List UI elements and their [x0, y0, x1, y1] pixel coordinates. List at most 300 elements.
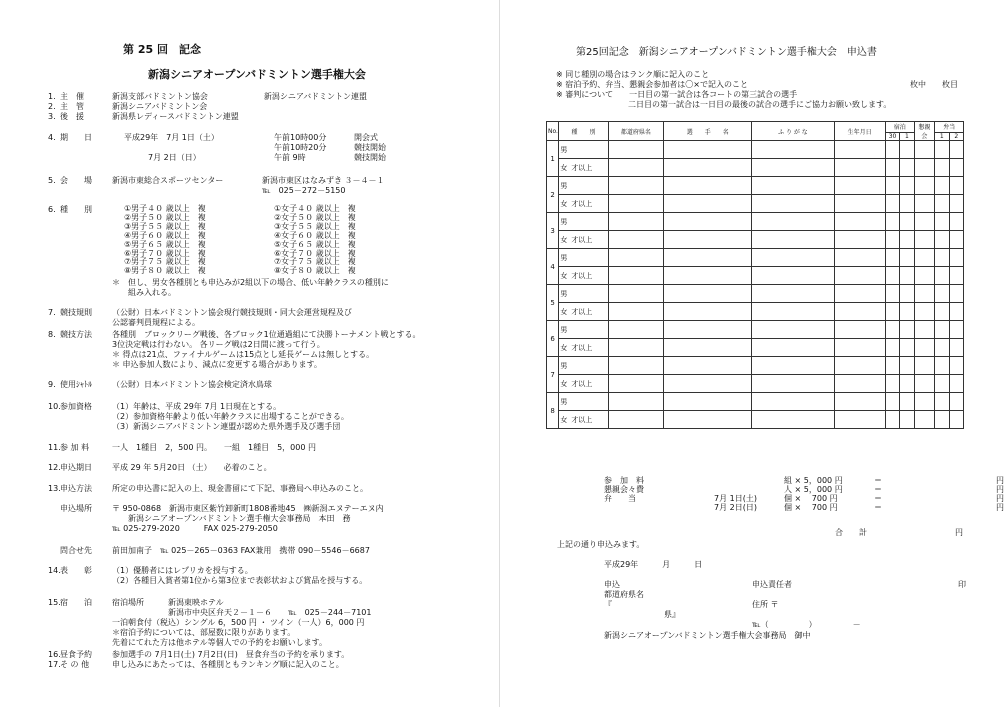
- col-prefecture: 都道府県名: [608, 122, 663, 141]
- entry-cell[interactable]: [914, 195, 935, 213]
- entry-cell[interactable]: [885, 411, 899, 429]
- entry-cell[interactable]: [885, 159, 899, 177]
- entry-cell[interactable]: [608, 285, 663, 303]
- fee-date: 7月 1日(土): [714, 494, 757, 503]
- entry-cell[interactable]: [900, 411, 914, 429]
- entry-cell[interactable]: [885, 375, 899, 393]
- entry-cell[interactable]: [752, 249, 834, 267]
- entry-cell[interactable]: [914, 375, 935, 393]
- entry-cell[interactable]: [900, 357, 914, 375]
- entry-no: 4: [547, 249, 559, 285]
- section-label: 会 場: [60, 176, 92, 185]
- entry-cell[interactable]: [949, 285, 963, 303]
- age-suffix: 才以上: [571, 199, 593, 208]
- event-item: ②女子５０ 歳以上 複: [274, 212, 356, 222]
- section-label: 申込場所: [60, 504, 92, 513]
- entry-cell[interactable]: [935, 249, 949, 267]
- female-label: 女: [560, 415, 568, 424]
- org-section: [48, 92, 367, 122]
- section-content: ＊ 申込参加人数により、減点に変更する場合があります。: [112, 360, 322, 369]
- venue-name: 新潟市東総合スポーツセンター: [112, 176, 224, 185]
- section-num: 1.: [48, 92, 56, 101]
- entry-cell[interactable]: [949, 267, 963, 285]
- entry-cell[interactable]: [935, 375, 949, 393]
- schedule-cell: 競技開始: [354, 153, 386, 162]
- venue-section: [48, 176, 385, 196]
- category-female: [559, 267, 608, 285]
- period-section: [48, 133, 112, 143]
- fee-formula: 人 × 5，000 円: [784, 485, 843, 494]
- entry-cell[interactable]: [935, 357, 949, 375]
- entry-cell[interactable]: [935, 267, 949, 285]
- col-lunch-2: 2: [949, 132, 963, 140]
- entry-no: 2: [547, 177, 559, 213]
- lodging-section: [48, 598, 372, 648]
- section-content: 一泊朝食付（税込）シングル 6，500 円 ・ ツイン（一人）6，000 円: [112, 618, 365, 627]
- col-lodging: 宿泊: [885, 122, 914, 133]
- entry-cell[interactable]: [664, 375, 752, 393]
- entry-cell[interactable]: [949, 303, 963, 321]
- section-content: 〒 950-0868 新潟市東区紫竹卸新町1808番地45 ㈱新潟エヌテーエヌ内: [112, 504, 384, 513]
- event-item: ⑦男子７５ 歳以上 複: [124, 257, 206, 267]
- entry-cell[interactable]: [664, 195, 752, 213]
- entry-cell[interactable]: [900, 249, 914, 267]
- entry-cell[interactable]: [900, 393, 914, 411]
- category-female: [559, 375, 608, 393]
- entry-cell[interactable]: [608, 357, 663, 375]
- sheet-counter: 枚中 枚目: [910, 80, 958, 89]
- entry-cell[interactable]: [935, 393, 949, 411]
- entry-cell[interactable]: [664, 213, 752, 231]
- entry-cell[interactable]: [914, 141, 935, 159]
- section-num: 4.: [48, 133, 56, 142]
- entry-row-female: [547, 195, 964, 213]
- category-male: 男: [559, 249, 608, 267]
- address-label: 住所 〒: [752, 600, 779, 609]
- entry-row-male: [547, 177, 964, 195]
- entry-row-female: [547, 339, 964, 357]
- section-label: 申込期日: [60, 463, 92, 472]
- section-content: 所定の申込書に記入の上、現金書留にて下記、事務局へ申込みのこと。: [112, 484, 368, 493]
- entry-cell[interactable]: [914, 249, 935, 267]
- form-note-4: 二日目の第一試合は一日目の最後の試合の選手にご協力お願い致します。: [556, 100, 892, 109]
- entry-cell[interactable]: [885, 177, 899, 195]
- entry-cell[interactable]: [900, 285, 914, 303]
- entry-cell[interactable]: [834, 267, 885, 285]
- section-content: 先着にてれた方は他ホテル等個人での予約をお願いします。: [112, 638, 327, 647]
- entry-cell[interactable]: [900, 177, 914, 195]
- entry-cell[interactable]: [935, 303, 949, 321]
- entry-cell[interactable]: [935, 213, 949, 231]
- entry-cell[interactable]: [914, 159, 935, 177]
- entry-cell[interactable]: [949, 321, 963, 339]
- age-suffix: 才以上: [571, 163, 593, 172]
- entry-cell[interactable]: [664, 303, 752, 321]
- entry-cell[interactable]: [935, 159, 949, 177]
- shuttle-section: [48, 380, 272, 390]
- entry-cell[interactable]: [664, 177, 752, 195]
- entry-cell[interactable]: [885, 249, 899, 267]
- entry-cell[interactable]: [949, 141, 963, 159]
- section-num: 17.: [48, 660, 61, 669]
- section-content: 新潟県レディースバドミントン連盟: [112, 112, 239, 121]
- entry-row-male: [547, 213, 964, 231]
- entry-rows: [547, 141, 964, 429]
- female-label: 女: [560, 163, 568, 172]
- entry-cell[interactable]: [664, 249, 752, 267]
- venue-address: 新潟市東区はなみずき ３－４－１: [262, 176, 385, 185]
- entry-row-female: [547, 411, 964, 429]
- entry-cell[interactable]: [834, 321, 885, 339]
- entry-cell[interactable]: [914, 213, 935, 231]
- age-suffix: 才以上: [571, 235, 593, 244]
- fee-unit: 円: [996, 503, 1004, 512]
- addressee-line: 新潟シニアオープンバドミントン選手権大会事務局 御中: [604, 631, 811, 640]
- entry-no: 5: [547, 285, 559, 321]
- entry-cell[interactable]: [935, 285, 949, 303]
- fee-equals: ＝: [874, 503, 882, 512]
- entry-row-male: [547, 285, 964, 303]
- entry-cell[interactable]: [834, 141, 885, 159]
- entry-cell[interactable]: [914, 177, 935, 195]
- event-item: ③女子５５ 歳以上 複: [274, 221, 356, 231]
- entry-cell[interactable]: [949, 393, 963, 411]
- entry-cell[interactable]: [949, 231, 963, 249]
- fee-equals: ＝: [874, 485, 882, 494]
- entry-cell[interactable]: [885, 141, 899, 159]
- entry-cell[interactable]: [949, 375, 963, 393]
- category-female: [559, 339, 608, 357]
- entry-cell[interactable]: [949, 195, 963, 213]
- entry-row-male: [547, 141, 964, 159]
- entry-cell[interactable]: [900, 375, 914, 393]
- age-suffix: 才以上: [571, 379, 593, 388]
- entry-cell[interactable]: [914, 303, 935, 321]
- prefecture-suffix: 県』: [664, 610, 680, 619]
- entry-cell[interactable]: [752, 357, 834, 375]
- entry-row-female: [547, 303, 964, 321]
- section-content: ℡ 025-279-2020 FAX 025-279-2050: [112, 524, 278, 533]
- section-num: 13.: [48, 484, 61, 493]
- section-num: 9.: [48, 380, 56, 389]
- entry-cell[interactable]: [900, 213, 914, 231]
- section-num: 8.: [48, 330, 56, 339]
- entry-cell[interactable]: [834, 231, 885, 249]
- fee-label: [604, 503, 714, 512]
- section-content: ＊宿泊予約については、部屋数に限りがあります。: [112, 628, 296, 637]
- section-num: 14.: [48, 566, 61, 575]
- section-label: 使用ｼｬﾄﾙ: [60, 380, 92, 389]
- entry-cell[interactable]: [664, 411, 752, 429]
- category-female: [559, 159, 608, 177]
- contact-section: [48, 546, 370, 556]
- entry-cell[interactable]: [900, 231, 914, 249]
- entry-cell[interactable]: [752, 303, 834, 321]
- event-item: ⑥女子７０ 歳以上 複: [274, 248, 356, 258]
- section-content: 新潟市中央区弁天２－１－６ ℡ 025－244－7101: [112, 608, 372, 617]
- seal-mark: 印: [958, 580, 966, 589]
- category-female: [559, 303, 608, 321]
- form-title: 第25回記念 新潟シニアオープンバドミントン選手権大会 申込書: [576, 47, 877, 58]
- entry-cell[interactable]: [900, 141, 914, 159]
- fee-unit: 円: [996, 494, 1004, 503]
- statement: 上記の通り申込みます。: [557, 540, 645, 549]
- entry-cell[interactable]: [608, 159, 663, 177]
- entry-cell[interactable]: [752, 267, 834, 285]
- entry-cell[interactable]: [885, 393, 899, 411]
- entry-cell[interactable]: [834, 375, 885, 393]
- entry-cell[interactable]: [664, 285, 752, 303]
- entry-cell[interactable]: [935, 141, 949, 159]
- category-male: 男: [559, 141, 608, 159]
- age-suffix: 才以上: [571, 271, 593, 280]
- entry-cell[interactable]: [914, 411, 935, 429]
- col-lunch-1: 1: [935, 132, 949, 140]
- entry-row-male: [547, 357, 964, 375]
- entry-cell[interactable]: [608, 195, 663, 213]
- entry-cell[interactable]: [935, 177, 949, 195]
- entry-cell[interactable]: [608, 303, 663, 321]
- tournament-guidelines-page: [0, 0, 500, 707]
- section-num: 15.: [48, 598, 61, 607]
- entry-cell[interactable]: [608, 231, 663, 249]
- category-male: 男: [559, 213, 608, 231]
- category-female: [559, 195, 608, 213]
- entry-cell[interactable]: [752, 213, 834, 231]
- entry-cell[interactable]: [885, 213, 899, 231]
- section-label: 種 別: [60, 205, 92, 214]
- col-furigana: ふ り が な: [752, 122, 834, 141]
- col-lodging-1: 1: [900, 132, 914, 140]
- entry-cell[interactable]: [935, 231, 949, 249]
- fee-summary: [604, 476, 1004, 512]
- entry-cell[interactable]: [834, 177, 885, 195]
- event-item: ⑧女子８０ 歳以上 複: [274, 266, 356, 276]
- section-label: 申込方法: [60, 484, 92, 493]
- event-item: ⑧男子８０ 歳以上 複: [124, 266, 206, 276]
- entry-cell[interactable]: [664, 231, 752, 249]
- entry-cell[interactable]: [949, 411, 963, 429]
- entry-cell[interactable]: [834, 393, 885, 411]
- entry-cell[interactable]: [752, 159, 834, 177]
- entry-no: 7: [547, 357, 559, 393]
- fee-date: 7月 2日(日): [714, 503, 757, 512]
- section-num: 12.: [48, 463, 61, 472]
- entry-cell[interactable]: [900, 303, 914, 321]
- entry-cell[interactable]: [885, 339, 899, 357]
- section-label: 期 日: [60, 133, 92, 142]
- form-note-2: ※ 宿泊予約、弁当、懇親会参加者は〇×で記入のこと: [556, 80, 748, 89]
- entry-no: 1: [547, 141, 559, 177]
- section-content: 3位決定戦は行わない。 各リーグ戦は2日間に渡って行う。: [112, 340, 325, 349]
- age-suffix: 才以上: [571, 307, 593, 316]
- entry-cell[interactable]: [752, 285, 834, 303]
- entry-cell[interactable]: [608, 267, 663, 285]
- entry-cell[interactable]: [752, 339, 834, 357]
- event-item: ①男子４０ 歳以上 複: [124, 204, 206, 213]
- entry-cell[interactable]: [885, 303, 899, 321]
- entry-cell[interactable]: [834, 411, 885, 429]
- entry-cell[interactable]: [608, 177, 663, 195]
- section-content: 各種別 ブロックリーグ戦後、各ブロック1位通過組にて決勝トーナメント戦とする。: [112, 330, 421, 339]
- section-num: 7.: [48, 308, 56, 317]
- entry-cell[interactable]: [752, 393, 834, 411]
- event-item: ⑦女子７５ 歳以上 複: [274, 257, 356, 267]
- entry-cell[interactable]: [900, 321, 914, 339]
- entry-cell[interactable]: [834, 303, 885, 321]
- entry-cell[interactable]: [935, 411, 949, 429]
- entry-cell[interactable]: [935, 339, 949, 357]
- entry-cell[interactable]: [834, 339, 885, 357]
- section-label: 問合せ先: [60, 546, 92, 555]
- tel-label: ℡（ ） －: [752, 620, 861, 629]
- section-label: 表 彰: [60, 566, 92, 575]
- entry-cell[interactable]: [935, 321, 949, 339]
- entry-cell[interactable]: [834, 195, 885, 213]
- entry-cell[interactable]: [914, 321, 935, 339]
- entry-cell[interactable]: [914, 339, 935, 357]
- entry-cell[interactable]: [949, 249, 963, 267]
- entry-cell[interactable]: [900, 267, 914, 285]
- entry-cell[interactable]: [664, 141, 752, 159]
- entry-cell[interactable]: [664, 321, 752, 339]
- entry-cell[interactable]: [834, 159, 885, 177]
- entry-cell[interactable]: [914, 267, 935, 285]
- entry-cell[interactable]: [752, 177, 834, 195]
- entry-cell[interactable]: [885, 231, 899, 249]
- entry-cell[interactable]: [608, 321, 663, 339]
- section-content: 新潟シニアオープンバドミントン選手権大会事務局 本田 務: [112, 514, 351, 523]
- section-content: 前田加南子 ℡ 025－265－0363 FAX兼用 携帯 090－5546－6687: [112, 546, 370, 555]
- female-label: 女: [560, 307, 568, 316]
- entry-cell[interactable]: [900, 339, 914, 357]
- section-label: そ の 他: [60, 660, 90, 669]
- entry-cell[interactable]: [608, 249, 663, 267]
- entry-cell[interactable]: [664, 393, 752, 411]
- event-item: ⑤男子６５ 歳以上 複: [124, 239, 206, 249]
- entry-cell[interactable]: [834, 213, 885, 231]
- section-content: （1）年齢は、平成 29年 7月 1日現在とする。: [112, 402, 282, 411]
- col-category: 種 別: [559, 122, 608, 141]
- total-unit: 円: [955, 528, 963, 537]
- female-label: 女: [560, 199, 568, 208]
- entry-cell[interactable]: [885, 195, 899, 213]
- schedule-cell: 午前10時00分: [274, 133, 327, 142]
- fee-formula: 個 × 700 円: [784, 494, 838, 503]
- applicant-label: 申込: [604, 580, 620, 589]
- entry-cell[interactable]: [834, 285, 885, 303]
- schedule-cell: 平成29年 7月 1日（土）: [124, 133, 219, 142]
- entry-cell[interactable]: [608, 213, 663, 231]
- section-content: 新潟シニアバドミントン会: [112, 102, 208, 111]
- lunch-section: [48, 650, 349, 670]
- entry-cell[interactable]: [608, 375, 663, 393]
- total-label: 合 計: [835, 528, 867, 537]
- col-player-name: 選 手 名: [664, 122, 752, 141]
- section-label: 競技方法: [60, 330, 92, 339]
- section-num: 10.: [48, 402, 61, 411]
- entry-cell[interactable]: [914, 231, 935, 249]
- entry-cell[interactable]: [608, 141, 663, 159]
- category-male: 男: [559, 177, 608, 195]
- entry-cell[interactable]: [608, 339, 663, 357]
- schedule-cell: 7月 2日（日）: [124, 153, 201, 162]
- entry-cell[interactable]: [664, 357, 752, 375]
- entry-cell[interactable]: [608, 393, 663, 411]
- entry-cell[interactable]: [949, 177, 963, 195]
- entry-cell[interactable]: [752, 231, 834, 249]
- entry-cell[interactable]: [900, 195, 914, 213]
- apply-method-section: [48, 484, 368, 494]
- entry-cell[interactable]: [949, 213, 963, 231]
- section-content: （1）優勝者にはレプリカを授与する。: [112, 566, 253, 575]
- entry-cell[interactable]: [752, 195, 834, 213]
- method-section: [48, 330, 420, 370]
- entry-cell[interactable]: [914, 285, 935, 303]
- schedule-cell: 開会式: [354, 133, 378, 142]
- entry-cell[interactable]: [664, 267, 752, 285]
- entry-cell[interactable]: [752, 411, 834, 429]
- entry-cell[interactable]: [752, 375, 834, 393]
- entry-cell[interactable]: [885, 267, 899, 285]
- col-social: 懇親会: [914, 122, 935, 141]
- section-content: （3）新潟シニアバドミントン連盟が認めた県外選手及び選手団: [112, 422, 341, 431]
- section-num: 3.: [48, 112, 56, 121]
- section-label: 主 催: [60, 92, 84, 101]
- section-num: 16.: [48, 650, 61, 659]
- entry-cell[interactable]: [608, 411, 663, 429]
- entry-cell[interactable]: [752, 321, 834, 339]
- female-label: 女: [560, 271, 568, 280]
- entry-row-male: [547, 393, 964, 411]
- female-label: 女: [560, 379, 568, 388]
- section-label: 参加資格: [60, 402, 92, 411]
- events-note-1: ＊ 但し、男女各種別とも申込みが2組以下の場合、低い年齢クラスの種別に: [112, 278, 389, 287]
- entry-cell[interactable]: [949, 357, 963, 375]
- events-note-2: 組み入れる。: [112, 288, 176, 297]
- section-content: 一人 1種目 2，500 円。 一組 1種目 5，000 円: [112, 443, 316, 452]
- entry-cell[interactable]: [664, 339, 752, 357]
- schedule-cell: 競技開始: [354, 143, 386, 152]
- entry-cell[interactable]: [914, 357, 935, 375]
- entry-cell[interactable]: [949, 159, 963, 177]
- entry-cell[interactable]: [664, 159, 752, 177]
- age-suffix: 才以上: [571, 415, 593, 424]
- entry-cell[interactable]: [885, 321, 899, 339]
- entry-cell[interactable]: [752, 141, 834, 159]
- female-label: 女: [560, 343, 568, 352]
- prefecture-open-bracket: 『: [604, 600, 612, 609]
- section-content: 宿泊場所 新潟東映ホテル: [112, 598, 224, 607]
- fee-formula: 組 × 5，000 円: [784, 476, 843, 485]
- entry-cell[interactable]: [834, 249, 885, 267]
- entry-cell[interactable]: [900, 159, 914, 177]
- entry-cell[interactable]: [834, 357, 885, 375]
- section-num: 11.: [48, 443, 61, 452]
- entry-no: 8: [547, 393, 559, 429]
- event-item: ⑥男子７０ 歳以上 複: [124, 248, 206, 258]
- entry-cell[interactable]: [935, 195, 949, 213]
- section-num: 6.: [48, 205, 56, 214]
- event-item: ④女子６０ 歳以上 複: [274, 230, 356, 240]
- col-lunch: 弁当: [935, 122, 964, 133]
- entry-cell[interactable]: [885, 357, 899, 375]
- apply-place-section: [48, 504, 384, 534]
- entry-cell[interactable]: [949, 339, 963, 357]
- category-female: [559, 231, 608, 249]
- entry-cell[interactable]: [885, 285, 899, 303]
- entry-cell[interactable]: [914, 393, 935, 411]
